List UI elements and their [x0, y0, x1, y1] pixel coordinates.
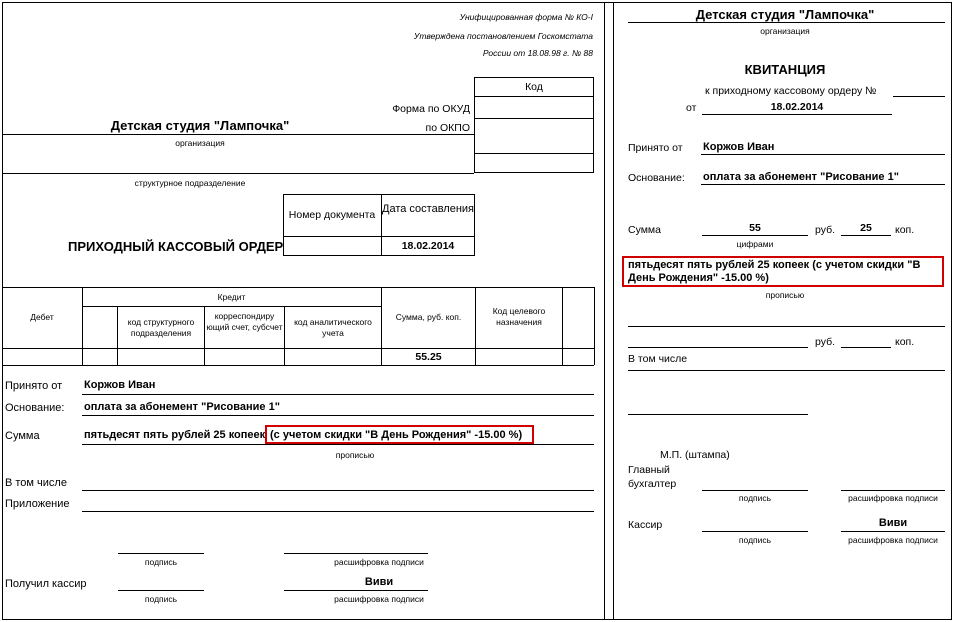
- chief-accountant-label-1: Главный: [628, 464, 670, 476]
- date-value: 18.02.2014: [401, 240, 455, 252]
- organization-name: Детская студия "Лампочка": [110, 118, 290, 133]
- doc-number-label: Номер документа: [288, 209, 376, 221]
- okpo-label: по ОКПО: [425, 122, 470, 134]
- sum-label: Сумма: [5, 430, 40, 442]
- cashier-name: Виви: [364, 576, 394, 588]
- discount-highlight-box: [265, 425, 534, 444]
- decoding-caption-2: расшифровка подписи: [334, 594, 424, 604]
- approved-date-line: России от 18.08.98 г. № 88: [482, 48, 593, 58]
- organization-caption: организация: [175, 138, 225, 148]
- basis-value: оплата за абонемент "Рисование 1": [84, 401, 280, 413]
- to-order-label: к приходному кассовому ордеру №: [705, 85, 877, 97]
- receipt-sum-label: Сумма: [628, 224, 661, 236]
- receipt-including-label: В том числе: [628, 353, 688, 365]
- divider-line-1: [604, 2, 605, 619]
- approved-line: Утверждена постановлением Госкомстата: [413, 31, 593, 41]
- divider-line-2: [613, 2, 614, 619]
- receipt-cashier-name: Виви: [878, 517, 908, 529]
- receipt-decoding-caption: расшифровка подписи: [848, 493, 938, 503]
- basis-label: Основание:: [5, 402, 65, 414]
- stamp-label: М.П. (штампа): [660, 449, 730, 461]
- sum-cell-value: 55.25: [415, 351, 442, 363]
- receipt-basis-label: Основание:: [628, 172, 685, 184]
- document-title: ПРИХОДНЫЙ КАССОВЫЙ ОРДЕР: [68, 239, 284, 254]
- receipt-basis-value: оплата за абонемент "Рисование 1": [703, 171, 899, 183]
- receipt-kop-label-2: коп.: [895, 336, 915, 348]
- receipt-kop-label: коп.: [895, 224, 915, 236]
- receipt-rub-label: руб.: [815, 224, 836, 236]
- received-from-value: Коржов Иван: [84, 379, 156, 391]
- debit-header: Дебет: [30, 312, 54, 322]
- receipt-received-from-label: Принято от: [628, 142, 683, 154]
- including-label: В том числе: [5, 477, 67, 489]
- receipt-discount-highlight-box: [622, 256, 944, 287]
- analytic-code-header: код аналитического учета: [294, 317, 372, 338]
- sum-words-part1: пятьдесят пять рублей 25 копеек: [84, 429, 266, 441]
- frame-top: [2, 2, 952, 3]
- code-label: Код: [525, 81, 543, 93]
- receipt-cashier-label: Кассир: [628, 519, 663, 531]
- receipt-decoding-caption-2: расшифровка подписи: [848, 535, 938, 545]
- receipt-title: КВИТАНЦИЯ: [744, 62, 826, 77]
- frame-right: [951, 2, 952, 619]
- from-label: от: [686, 102, 697, 114]
- receipt-words-caption: прописью: [765, 290, 805, 300]
- received-from-label: Принято от: [5, 380, 63, 392]
- chief-accountant-label-2: бухгалтер: [628, 478, 677, 490]
- signature-caption-2: подпись: [144, 594, 178, 604]
- receipt-rub-value: 55: [749, 222, 761, 234]
- target-code-header: Код целевого назначения: [492, 306, 546, 327]
- words-caption: прописью: [335, 450, 375, 460]
- receipt-org-caption: организация: [760, 26, 810, 36]
- struct-unit-caption: структурное подразделение: [134, 178, 246, 188]
- signature-caption: подпись: [144, 557, 178, 567]
- receipt-signature-caption: подпись: [738, 493, 772, 503]
- receipt-received-from-value: Коржов Иван: [703, 141, 775, 153]
- attachment-label: Приложение: [5, 498, 70, 510]
- struct-code-header: код структурного подразделения: [127, 317, 195, 338]
- date-label: Дата составления: [382, 203, 474, 215]
- digits-caption: цифрами: [736, 239, 774, 249]
- form-code-line: Унифицированная форма № КО-I: [459, 12, 593, 22]
- receipt-kop-value: 25: [860, 222, 872, 234]
- frame-bottom: [2, 619, 952, 620]
- receipt-date-value: 18.02.2014: [770, 101, 824, 113]
- receipt-signature-caption-2: подпись: [738, 535, 772, 545]
- cashier-received-label: Получил кассир: [5, 578, 87, 590]
- okud-label: Форма по ОКУД: [392, 103, 470, 115]
- corr-account-header: корреспондиру ющий счет, субсчет: [206, 311, 283, 332]
- sum-header: Сумма, руб. коп.: [395, 312, 462, 322]
- receipt-organization-name: Детская студия "Лампочка": [695, 7, 875, 22]
- decoding-caption: расшифровка подписи: [334, 557, 424, 567]
- frame-left: [2, 2, 3, 619]
- credit-header: Кредит: [217, 292, 246, 302]
- receipt-rub-label-2: руб.: [815, 336, 836, 348]
- receipt-sum-words: пятьдесят пять рублей 25 копеек (с учетом скидки "В День Рождения" -15.00 %): [628, 259, 921, 284]
- sum-words-discount: (с учетом скидки "В День Рождения" -15.00 %): [270, 429, 523, 441]
